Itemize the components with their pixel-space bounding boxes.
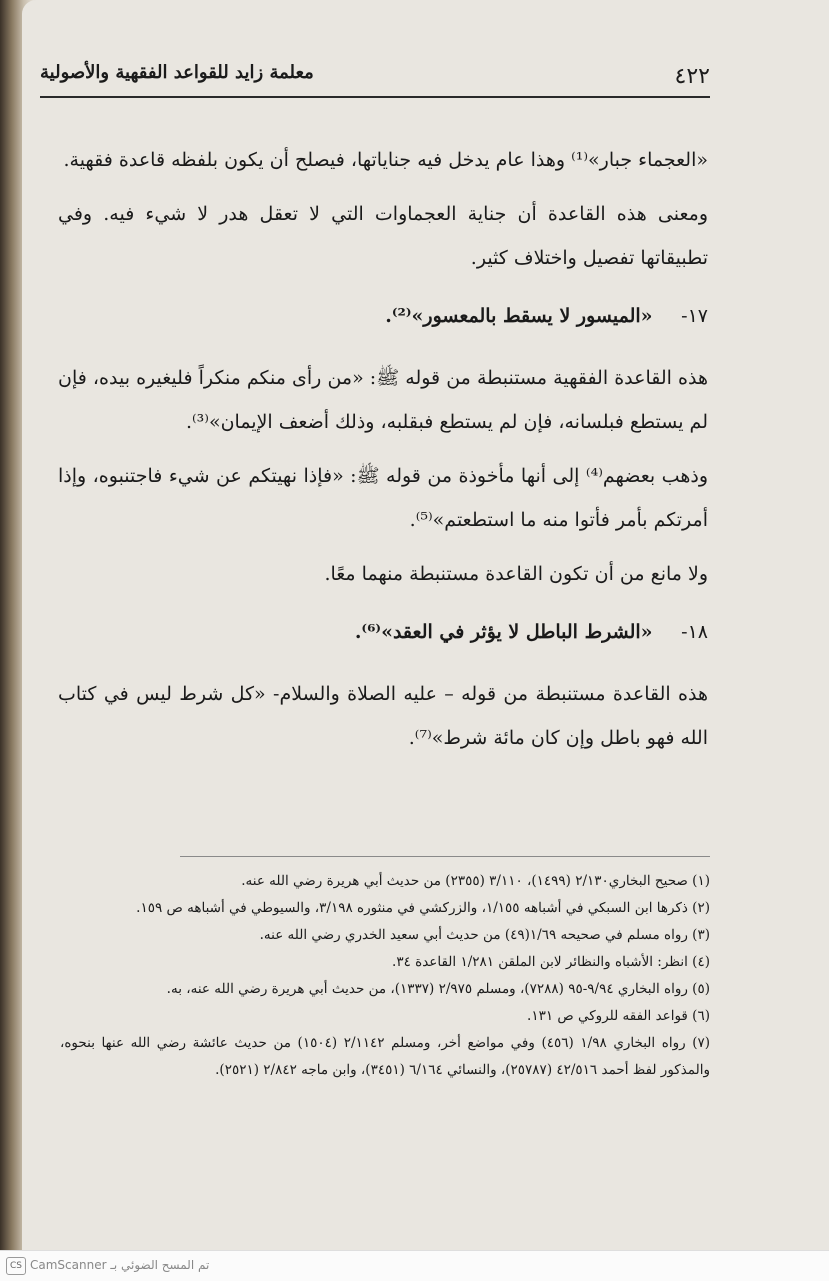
- paragraph: ومعنى هذه القاعدة أن جناية العجماوات التي لا تعقل هدر لا شيء فيه. وفي تطبيقاتها تفصيل واختلاف كثير.: [58, 203, 708, 269]
- rule-heading-18: [58, 610, 708, 654]
- footnote: (١) صحيح البخاري٢/١٣٠ (١٤٩٩)، ٣/١١٠ (٢٣٥٥) من حديث أبي هريرة رضي الله عنه.: [241, 873, 710, 889]
- footnote-separator: [180, 856, 710, 857]
- footnote: (٣) رواه مسلم في صحيحه ١/٦٩(٤٩) من حديث أبي سعيد الخدري رضي الله عنه.: [259, 927, 710, 943]
- paragraph: هذه القاعدة مستنبطة من قوله – عليه الصلاة والسلام- «كل شرط ليس في كتاب الله فهو باطل وإن كان مائة شرط»⁽⁷⁾.: [58, 683, 708, 749]
- footnote: (٤) انظر: الأشباه والنظائر لابن الملقن ١/٢٨١ القاعدة ٣٤.: [392, 954, 710, 970]
- rule-title: «الميسور لا يسقط بالمعسور»⁽²⁾.: [385, 305, 653, 327]
- page-number: ٤٢٢: [674, 64, 710, 89]
- paragraph: وذهب بعضهم⁽⁴⁾ إلى أنها مأخوذة من قوله ﷺ: «فإذا نهيتكم عن شيء فاجتنبوه، وإذا أمرتكم بأمر فأتوا منه ما استطعتم»⁽⁵⁾.: [58, 465, 708, 531]
- rule-number: ١٨-: [681, 621, 708, 643]
- camscanner-logo-icon: CS: [6, 1257, 26, 1275]
- paragraph: هذه القاعدة الفقهية مستنبطة من قوله ﷺ: «من رأى منكم منكراً فليغيره بيده، فإن لم يستطع فبلسانه، فإن لم يستطع فبقلبه، وذلك أضعف الإيمان»⁽³⁾.: [58, 367, 708, 433]
- footnote: (٧) رواه البخاري ١/٩٨ (٤٥٦) وفي مواضع أخر، ومسلم ٢/١١٤٢ (١٥٠٤) من حديث عائشة رضي الله عنها بنحوه، والمذكور لفظ أحمد ٤٢/٥١٦ (٢٥٧٨٧)، والنسائي ٦/١٦٤ (٣٤٥١)، وابن ماجه ٢/٨٤٢ (٢٥٢١).: [60, 1035, 711, 1078]
- footnotes: [60, 868, 710, 1084]
- rule-heading-17: [58, 294, 708, 338]
- footnote: (٢) ذكرها ابن السبكي في أشباهه ١/١٥٥، والزركشي في منثوره ٣/١٩٨، والسيوطي في أشباهه ص ١٥٩.: [136, 900, 710, 916]
- footnote: (٥) رواه البخاري ٩/٩٤-٩٥ (٧٢٨٨)، ومسلم ٢/٩٧٥ (١٣٣٧)، من حديث أبي هريرة رضي الله عنه، به.: [166, 981, 710, 997]
- header-rule: [40, 96, 710, 98]
- running-title: معلمة زايد للقواعد الفقهية والأصولية: [40, 62, 314, 83]
- main-text: [58, 138, 708, 770]
- scanner-label: تم المسح الضوئي بـ CamScanner: [30, 1258, 210, 1272]
- rule-number: ١٧-: [681, 305, 708, 327]
- scanner-watermark-bar: [0, 1250, 829, 1281]
- page-header: [40, 58, 710, 98]
- rule-title: «الشرط الباطل لا يؤثر في العقد»⁽⁶⁾.: [354, 621, 653, 643]
- paragraph: ولا مانع من أن تكون القاعدة مستنبطة منهما معًا.: [324, 563, 708, 585]
- footnote: (٦) قواعد الفقه للروكي ص ١٣١.: [527, 1008, 710, 1024]
- paragraph: «العجماء جبار»⁽¹⁾ وهذا عام يدخل فيه جناياتها، فيصلح أن يكون بلفظه قاعدة فقهية.: [63, 149, 708, 171]
